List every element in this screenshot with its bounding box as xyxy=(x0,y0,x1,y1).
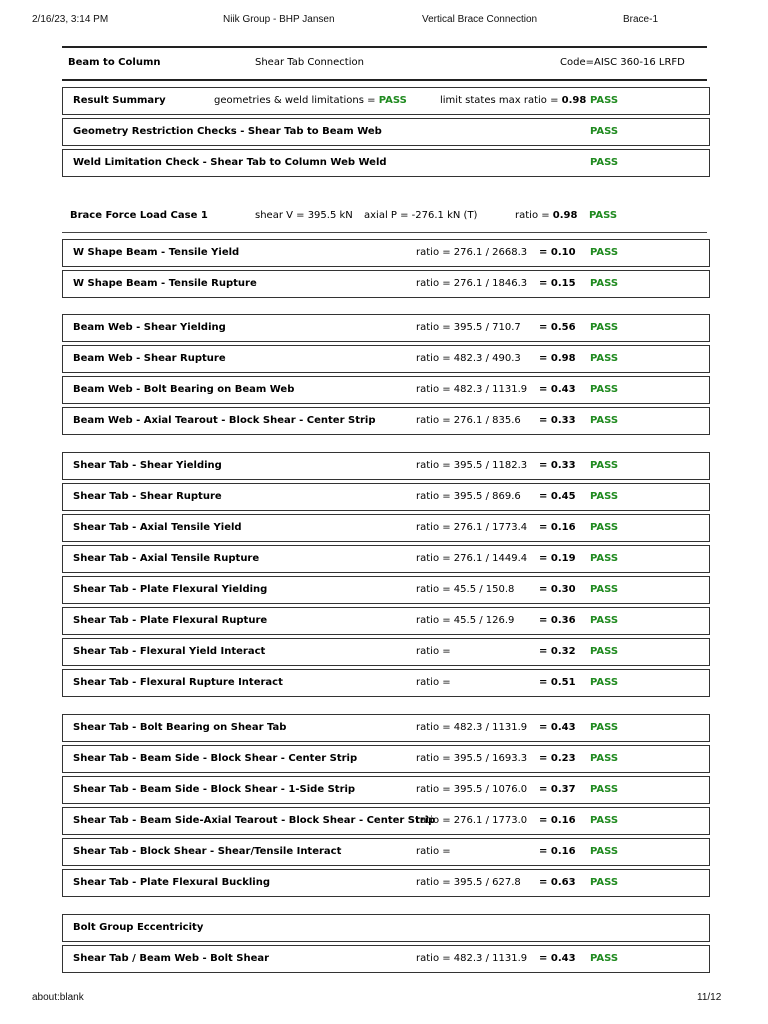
connection-type: Beam to Column xyxy=(68,57,161,68)
check-ratio-result: = 0.19 xyxy=(539,553,576,564)
check-row xyxy=(62,407,710,435)
result-summary-box xyxy=(62,87,710,115)
result-summary-title: Result Summary xyxy=(73,95,166,106)
bolt-shear-ratio-result: = 0.43 xyxy=(539,953,576,964)
check-ratio-result: = 0.36 xyxy=(539,615,576,626)
check-ratio: ratio = 395.5 / 627.8 xyxy=(416,877,521,888)
check-ratio: ratio = xyxy=(416,646,451,657)
check-ratio: ratio = 482.3 / 1131.9 xyxy=(416,722,528,733)
check-name: Shear Tab - Axial Tensile Yield xyxy=(73,522,242,533)
check-status: PASS xyxy=(590,415,619,426)
check-status: PASS xyxy=(590,722,619,733)
print-sheet: Brace-1 xyxy=(623,14,659,25)
load-case-ratio-value: 0.98 xyxy=(552,210,578,221)
check-ratio-result: = 0.45 xyxy=(539,491,576,502)
check-name: W Shape Beam - Tensile Rupture xyxy=(73,278,257,289)
check-name: Shear Tab - Block Shear - Shear/Tensile Interact xyxy=(73,846,342,857)
check-ratio: ratio = 276.1 / 1846.3 xyxy=(416,278,528,289)
check-status: PASS xyxy=(590,846,619,857)
check-ratio-result: = 0.63 xyxy=(539,877,576,888)
check-ratio: ratio = xyxy=(416,677,451,688)
check-name: Beam Web - Bolt Bearing on Beam Web xyxy=(73,384,295,395)
check-ratio: ratio = 276.1 / 1773.4 xyxy=(416,522,528,533)
check-ratio-result: = 0.10 xyxy=(539,247,576,258)
check-row xyxy=(62,714,710,742)
check-ratio: ratio = 395.5 / 869.6 xyxy=(416,491,521,502)
weld-check-status: PASS xyxy=(590,157,619,168)
check-name: Shear Tab - Beam Side-Axial Tearout - Block Shear - Center Strip xyxy=(73,815,436,826)
check-name: Shear Tab - Beam Side - Block Shear - 1-Side Strip xyxy=(73,784,356,795)
check-ratio: ratio = 395.5 / 710.7 xyxy=(416,322,521,333)
load-case-status: PASS xyxy=(589,210,618,221)
check-status: PASS xyxy=(590,322,619,333)
weld-check-title: Weld Limitation Check - Shear Tab to Column Web Weld xyxy=(73,157,387,168)
check-row xyxy=(62,745,710,773)
check-ratio-result: = 0.43 xyxy=(539,384,576,395)
check-row xyxy=(62,239,710,267)
check-row xyxy=(62,376,710,404)
check-row xyxy=(62,807,710,835)
result-summary-status: PASS xyxy=(590,95,619,106)
check-row xyxy=(62,545,710,573)
check-name: Shear Tab - Shear Rupture xyxy=(73,491,222,502)
check-status: PASS xyxy=(590,677,619,688)
check-ratio: ratio = 395.5 / 1182.3 xyxy=(416,460,528,471)
check-ratio: ratio = 482.3 / 490.3 xyxy=(416,353,521,364)
print-datetime: 2/16/23, 3:14 PM xyxy=(32,14,109,25)
bolt-group-title-box xyxy=(62,914,710,942)
check-ratio: ratio = 395.5 / 1693.3 xyxy=(416,753,528,764)
check-name: W Shape Beam - Tensile Yield xyxy=(73,247,240,258)
design-code: Code=AISC 360-16 LRFD xyxy=(560,57,685,68)
print-url: about:blank xyxy=(32,992,84,1003)
check-name: Shear Tab - Shear Yielding xyxy=(73,460,222,471)
check-status: PASS xyxy=(590,553,619,564)
check-status: PASS xyxy=(590,584,619,595)
check-status: PASS xyxy=(590,247,619,258)
check-status: PASS xyxy=(590,491,619,502)
check-ratio-result: = 0.32 xyxy=(539,646,576,657)
print-company: Niik Group - BHP Jansen xyxy=(223,14,335,25)
load-case-ratio: ratio = 0.98 xyxy=(515,210,578,221)
check-ratio-result: = 0.15 xyxy=(539,278,576,289)
print-header xyxy=(0,14,768,34)
load-case-title: Brace Force Load Case 1 xyxy=(70,210,208,221)
bolt-group-title: Bolt Group Eccentricity xyxy=(73,922,204,933)
load-case-axial: axial P = -276.1 kN (T) xyxy=(364,210,478,221)
max-ratio-value: 0.98 xyxy=(561,95,587,106)
check-name: Shear Tab - Plate Flexural Rupture xyxy=(73,615,268,626)
check-status: PASS xyxy=(590,460,619,471)
check-status: PASS xyxy=(590,646,619,657)
check-row xyxy=(62,314,710,342)
check-ratio-result: = 0.43 xyxy=(539,722,576,733)
geometry-check-box xyxy=(62,118,710,146)
geometry-weld-label: geometries & weld limitations = PASS xyxy=(214,95,407,106)
check-name: Shear Tab - Bolt Bearing on Shear Tab xyxy=(73,722,287,733)
check-name: Shear Tab - Plate Flexural Buckling xyxy=(73,877,271,888)
bolt-shear-row xyxy=(62,945,710,973)
check-status: PASS xyxy=(590,815,619,826)
check-status: PASS xyxy=(590,753,619,764)
check-ratio: ratio = xyxy=(416,846,451,857)
load-case-rule xyxy=(62,232,707,233)
check-ratio-result: = 0.16 xyxy=(539,522,576,533)
check-row xyxy=(62,270,710,298)
check-row xyxy=(62,607,710,635)
check-ratio: ratio = 276.1 / 1449.4 xyxy=(416,553,528,564)
check-status: PASS xyxy=(590,615,619,626)
check-status: PASS xyxy=(590,877,619,888)
check-status: PASS xyxy=(590,384,619,395)
geometry-check-status: PASS xyxy=(590,126,619,137)
check-name: Shear Tab - Beam Side - Block Shear - Center Strip xyxy=(73,753,358,764)
bolt-shear-status: PASS xyxy=(590,953,619,964)
check-name: Beam Web - Axial Tearout - Block Shear - Center Strip xyxy=(73,415,376,426)
meta-rule xyxy=(62,79,707,81)
check-ratio: ratio = 45.5 / 126.9 xyxy=(416,615,515,626)
check-ratio-result: = 0.56 xyxy=(539,322,576,333)
bolt-shear-ratio: ratio = 482.3 / 1131.9 xyxy=(416,953,528,964)
check-row xyxy=(62,514,710,542)
geometry-check-title: Geometry Restriction Checks - Shear Tab to Beam Web xyxy=(73,126,382,137)
check-row xyxy=(62,483,710,511)
check-ratio: ratio = 45.5 / 150.8 xyxy=(416,584,515,595)
check-ratio-result: = 0.33 xyxy=(539,415,576,426)
print-page-number: 11/12 xyxy=(697,992,722,1003)
connection-meta xyxy=(62,55,707,73)
check-ratio-result: = 0.16 xyxy=(539,846,576,857)
check-ratio-result: = 0.23 xyxy=(539,753,576,764)
check-ratio-result: = 0.16 xyxy=(539,815,576,826)
check-name: Beam Web - Shear Yielding xyxy=(73,322,226,333)
check-ratio: ratio = 276.1 / 2668.3 xyxy=(416,247,528,258)
check-ratio: ratio = 482.3 / 1131.9 xyxy=(416,384,528,395)
check-ratio-result: = 0.51 xyxy=(539,677,576,688)
check-ratio-result: = 0.98 xyxy=(539,353,576,364)
check-row xyxy=(62,345,710,373)
check-name: Beam Web - Shear Rupture xyxy=(73,353,226,364)
check-row xyxy=(62,776,710,804)
check-name: Shear Tab - Plate Flexural Yielding xyxy=(73,584,268,595)
check-ratio: ratio = 276.1 / 1773.0 xyxy=(416,815,528,826)
connection-name: Shear Tab Connection xyxy=(255,57,364,68)
print-doc-title: Vertical Brace Connection xyxy=(422,14,538,25)
check-ratio: ratio = 276.1 / 835.6 xyxy=(416,415,521,426)
check-ratio-result: = 0.37 xyxy=(539,784,576,795)
check-ratio: ratio = 395.5 / 1076.0 xyxy=(416,784,528,795)
load-case-shear: shear V = 395.5 kN xyxy=(255,210,353,221)
check-row xyxy=(62,576,710,604)
weld-check-box xyxy=(62,149,710,177)
print-footer xyxy=(0,992,768,1012)
top-rule xyxy=(62,46,707,48)
check-row xyxy=(62,869,710,897)
max-ratio-label: limit states max ratio = 0.98 xyxy=(440,95,587,106)
geometry-weld-status: PASS xyxy=(378,95,407,106)
check-status: PASS xyxy=(590,522,619,533)
bolt-shear-name: Shear Tab / Beam Web - Bolt Shear xyxy=(73,953,270,964)
check-ratio-result: = 0.30 xyxy=(539,584,576,595)
check-row xyxy=(62,838,710,866)
check-status: PASS xyxy=(590,353,619,364)
check-row xyxy=(62,452,710,480)
load-case-row xyxy=(62,207,710,227)
check-status: PASS xyxy=(590,784,619,795)
check-row xyxy=(62,638,710,666)
check-ratio-result: = 0.33 xyxy=(539,460,576,471)
check-name: Shear Tab - Flexural Yield Interact xyxy=(73,646,266,657)
check-name: Shear Tab - Flexural Rupture Interact xyxy=(73,677,283,688)
check-status: PASS xyxy=(590,278,619,289)
check-row xyxy=(62,669,710,697)
check-name: Shear Tab - Axial Tensile Rupture xyxy=(73,553,260,564)
